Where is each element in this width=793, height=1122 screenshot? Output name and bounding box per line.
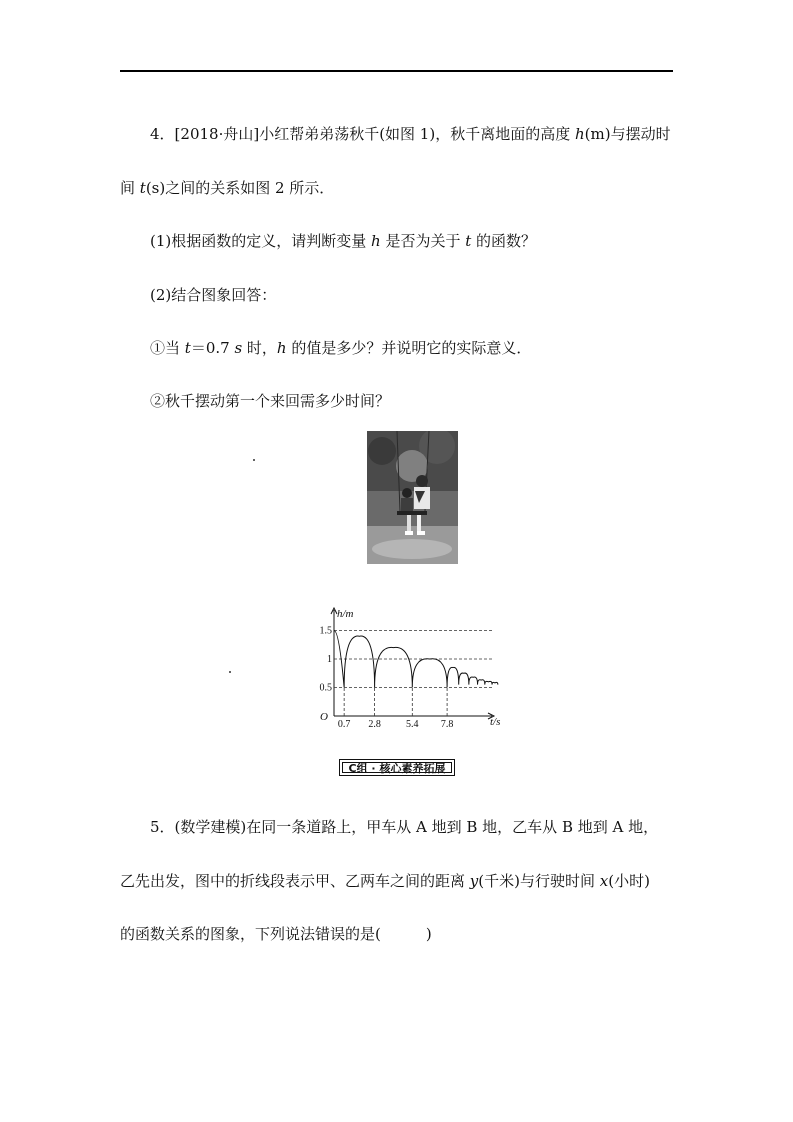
x-tick-label: 7.8 — [440, 719, 454, 730]
problem5-line3: 的函数关系的图象，下列说法错误的是( ) — [120, 925, 432, 943]
y-tick-label: 0.5 — [319, 682, 332, 694]
swing-photo-icon — [367, 431, 458, 564]
header-rule — [120, 70, 673, 72]
problem4-line2: 间 t(s)之间的关系如图 2 所示． — [120, 179, 335, 197]
question-2-2: ②秋千摆动第一个来回需多少时间？ — [150, 392, 391, 410]
y-axis-label: h/m — [337, 608, 354, 620]
height-time-graph — [312, 604, 522, 730]
stray-dot — [253, 459, 255, 461]
problem5-line2: 乙先出发，图中的折线段表示甲、乙两车之间的距离 y(千米)与行驶时间 x(小时) — [120, 872, 650, 890]
problem4-line1: 4．[2018·舟山]小红帮弟弟荡秋千(如图 1)，秋千离地面的高度 h(m)与摆动时 — [150, 125, 671, 143]
y-tick-label: 1 — [327, 654, 332, 665]
problem5-line1: 5．(数学建模)在同一条道路上，甲车从 A 地到 B 地，乙车从 B 地到 A 地， — [150, 818, 659, 836]
question-2: (2)结合图象回答： — [150, 286, 277, 304]
x-tick-label: 2.8 — [368, 719, 381, 730]
section-banner-label: C组 · 核心素养拓展 — [348, 761, 446, 775]
x-tick-label: 0.7 — [337, 719, 351, 730]
x-tick-label: 5.4 — [406, 719, 419, 730]
x-axis-label: t/s — [490, 716, 501, 728]
origin-label: O — [320, 711, 328, 723]
question-2-1: ①当 t＝0.7 s 时，h 的值是多少？并说明它的实际意义． — [150, 339, 532, 357]
question-1: (1)根据函数的定义，请判断变量 h 是否为关于 t 的函数？ — [150, 232, 537, 250]
y-tick-label: 1.5 — [319, 625, 332, 637]
section-banner — [339, 759, 455, 776]
stray-dot-2 — [229, 671, 231, 673]
